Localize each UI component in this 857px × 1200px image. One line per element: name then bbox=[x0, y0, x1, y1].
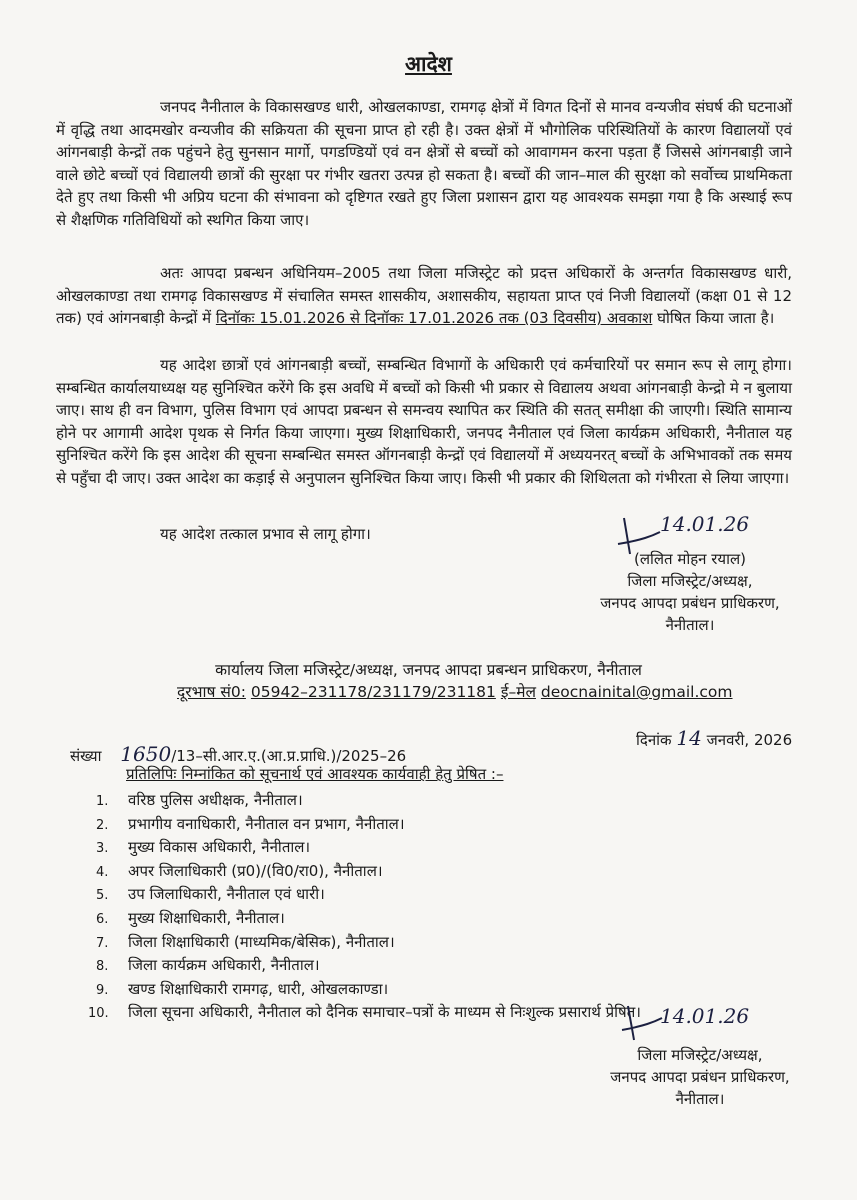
reference-number-handwritten: 1650 bbox=[120, 742, 172, 766]
order-text-after: घोषित किया जाता है। bbox=[657, 309, 775, 328]
list-item: 7. जिला शिक्षाधिकारी (माध्यमिक/बेसिक), नैनीताल। bbox=[96, 932, 395, 951]
list-item: 3. मुख्य विकास अधिकारी, नैनीताल। bbox=[96, 838, 311, 857]
contact-line bbox=[177, 680, 733, 702]
date-handwritten: 14 bbox=[676, 726, 702, 750]
reference-number-rest: /13–सी.आर.ए.(आ.प्र.प्राधि.)/2025–26 bbox=[171, 747, 407, 765]
phone-label: दूरभाष सं0: bbox=[177, 683, 246, 701]
paragraph-order bbox=[56, 262, 792, 330]
signatory-designation: जिला मजिस्ट्रेट/अध्यक्ष, bbox=[627, 572, 753, 590]
order-text-before: अतः आपदा प्रबन्धन अधिनियम–2005 तथा जिला मजिस्ट्रेट को प्रदत्त अधिकारों के अन्तर्गत विकासखण्ड धारी, ओखलकाण्डा तथा रामगढ़ विकासखण्ड में संचालित समस्त शासकीय, अशासकीय, सहायता प्राप्त एवं निजी विद्यालयों (कक्षा 01 से 12 तक) एवं आंगनबाड़ी केन्द्रों में bbox=[56, 264, 792, 328]
holiday-dates: दिनॉकः 15.01.2026 से दिनॉकः 17.01.2026 तक (03 दिवसीय) अवकाश bbox=[215, 309, 653, 328]
signature-block-2 bbox=[590, 1044, 810, 1110]
email-address: deocnainital@gmail.com bbox=[540, 683, 733, 701]
signature-block-1 bbox=[580, 548, 800, 636]
reference-number-line bbox=[70, 742, 406, 766]
paragraph-instructions: यह आदेश छात्रों एवं आंगनबाड़ी बच्चों, सम्बन्धित विभागों के अधिकारी एवं कर्मचारियों पर समान रूप से लागू होगा। सम्बन्धित कार्यालयाध्यक्ष यह सुनिश्चित करेंगे कि इस अवधि में बच्चों को किसी भी प्रकार से विद्यालय अथवा आंगनबाड़ी केन्द्रो मे न बुलाया जाए। साथ ही वन विभाग, पुलिस विभाग एवं आपदा प्रबन्धन से समन्वय स्थापित कर स्थिति की सतत् समीक्षा की जाएगी। स्थिति सामान्य होने पर आगामी आदेश पृथक से निर्गत किया जाएगा। मुख्य शिक्षाधिकारी, जनपद नैनीताल एवं जिला कार्यक्रम अधिकारी, नैनीताल यह सुनिश्चित करेंगे कि इस आदेश की सूचना सम्बन्धित समस्त ऑगनबाड़ी केन्द्रों एवं विद्यालयों में अध्ययनरत् बच्चों के अभिभावकों तक समय से पहुँचा दी जाए। उक्त आदेश का कड़ाई से अनुपालन सुनिश्चित किया जाए। किसी भी प्रकार की शिथिलता को गंभीरता से लिया जाएगा। bbox=[56, 356, 792, 487]
copy-to-label: प्रतिलिपिः निम्नांकित को सूचनार्थ एवं आवश्यक कार्यवाही हेतु प्रेषित :– bbox=[126, 765, 504, 783]
list-item: 2. प्रभागीय वनाधिकारी, नैनीताल वन प्रभाग, नैनीताल। bbox=[96, 814, 405, 833]
reference-label: संख्या bbox=[70, 747, 102, 765]
effective-immediately-line: यह आदेश तत्काल प्रभाव से लागू होगा। bbox=[160, 525, 371, 543]
signatory-place: नैनीताल। bbox=[675, 1090, 725, 1108]
list-item: 9. खण्ड शिक्षाधिकारी रामगढ़, धारी, ओखलकाण्डा। bbox=[96, 979, 389, 998]
signatory-designation: जिला मजिस्ट्रेट/अध्यक्ष, bbox=[637, 1046, 763, 1064]
copy-to-list bbox=[88, 790, 641, 1026]
phone-numbers: 05942–231178/231179/231181 bbox=[250, 683, 496, 701]
list-item: 1. वरिष्ठ पुलिस अधीक्षक, नैनीताल। bbox=[96, 791, 303, 809]
signatory-authority: जनपद आपदा प्रबंधन प्राधिकरण, bbox=[610, 1068, 790, 1086]
list-item: 6. मुख्य शिक्षाधिकारी, नैनीताल। bbox=[96, 908, 285, 927]
list-item: 8. जिला कार्यक्रम अधिकारी, नैनीताल। bbox=[96, 956, 320, 975]
date-rest: जनवरी, 2026 bbox=[706, 731, 793, 749]
list-item: 4. अपर जिलाधिकारी (प्र0)/(वि0/रा0), नैनीताल। bbox=[96, 861, 383, 880]
signatory-authority: जनपद आपदा प्रबंधन प्राधिकरण, bbox=[600, 594, 780, 612]
signature-date-2: 14.01.26 bbox=[660, 1004, 750, 1028]
reference-date-line bbox=[636, 726, 792, 750]
list-item: 5. उप जिलाधिकारी, नैनीताल एवं धारी। bbox=[96, 885, 325, 904]
signatory-name: (ललित मोहन रयाल) bbox=[633, 550, 747, 568]
office-line: कार्यालय जिला मजिस्ट्रेट/अध्यक्ष, जनपद आपदा प्रबन्धन प्राधिकरण, नैनीताल bbox=[215, 661, 642, 679]
paragraph-background: जनपद नैनीताल के विकासखण्ड धारी, ओखलकाण्डा, रामगढ़ क्षेत्रों में विगत दिनों से मानव वन्यजीव संघर्ष की घटनाओं में वृद्धि तथा आदमखोर वन्यजीव की सक्रियता की सूचना प्राप्त हो रही है। उक्त क्षेत्रों में भौगोलिक परिस्थितियों के कारण विद्यालयों एवं आंगनबाड़ी केन्द्रों तक पहुंचने हेतु सुनसान मार्गो, पगडण्डियों एवं वन क्षेत्रों से बच्चों को आवागमन करना पड़ता हैं जिससे आंगनबाड़ी जाने वाले छोटे बच्चों एवं विद्यालयी छात्रों की सुरक्षा पर गंभीर खतरा उत्पन्न हो सकता है। बच्चों की जान–माल की सुरक्षा को सर्वोच्च प्राथमिकता देते हुए तथा किसी भी अप्रिय घटना की संभावना को दृष्टिगत रखते हुए जिला प्रशासन द्वारा यह आवश्यक समझा गया है कि अस्थाई रूप से शैक्षणिक गतिविधियों को स्थगित किया जाए। bbox=[56, 98, 792, 229]
list-item: 10. जिला सूचना अधिकारी, नैनीताल को दैनिक समाचार–पत्रों के माध्यम से निःशुल्क प्रसारार्थ प्रेषित। bbox=[88, 1003, 641, 1022]
date-label: दिनांक bbox=[636, 731, 672, 749]
signatory-place: नैनीताल। bbox=[665, 616, 715, 634]
document-title: आदेश bbox=[405, 52, 452, 76]
signature-date-1: 14.01.26 bbox=[660, 512, 750, 536]
email-label: ई–मेल bbox=[500, 683, 536, 701]
